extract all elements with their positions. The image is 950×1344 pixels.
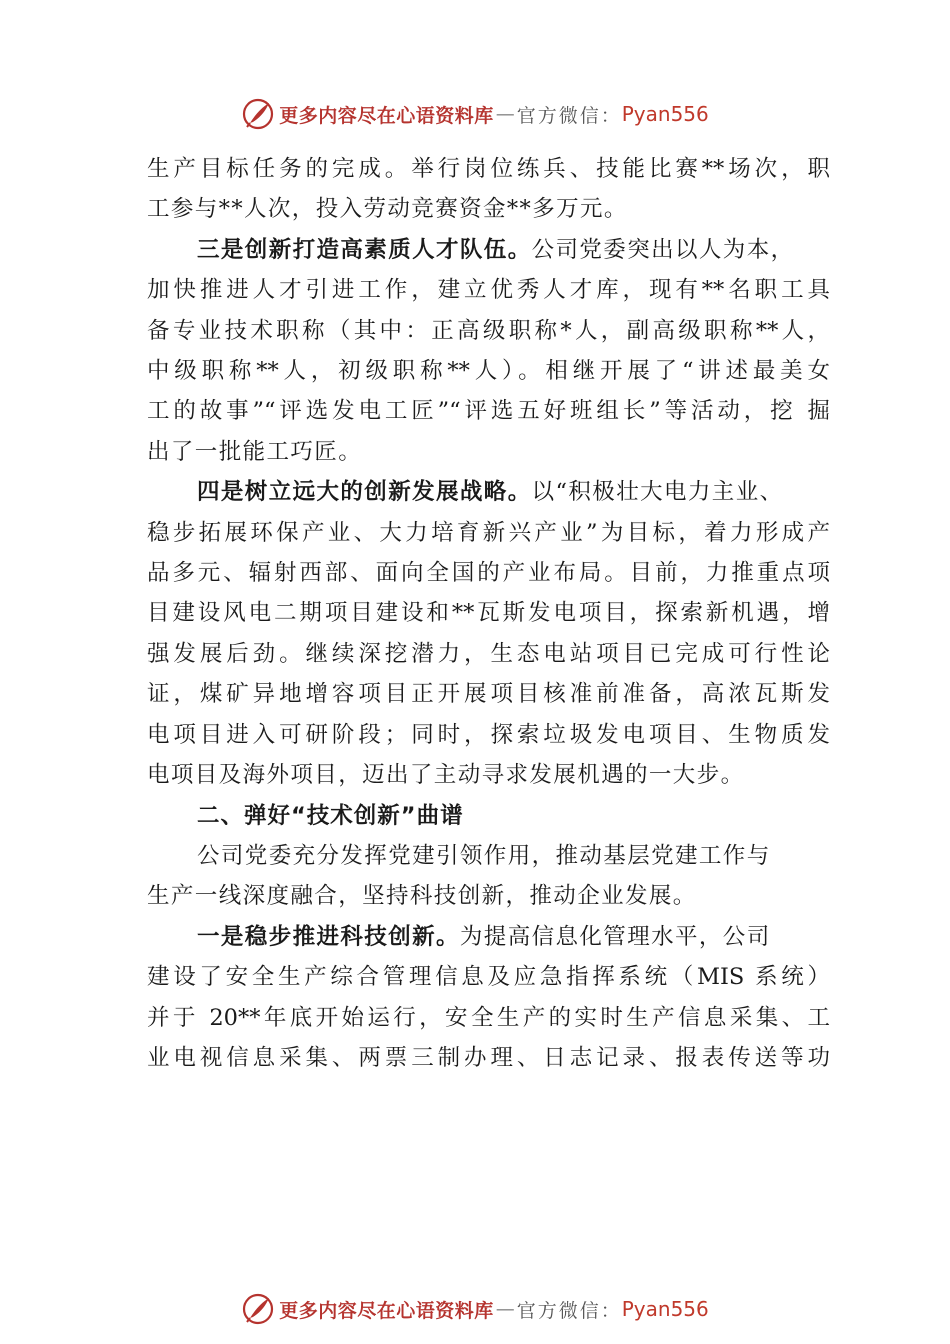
text-line-6: 中级职称**人，初级职称**人）。相继开展了“讲述最美女 xyxy=(147,358,830,385)
text-line-2: 工参与**人次，投入劳动竞赛资金**多万元。 xyxy=(147,196,628,223)
text-line-10: 稳步拓展环保产业、大力培育新兴产业”为目标，着力形成产 xyxy=(147,519,830,546)
banner-wechat-label: 官方微信： xyxy=(516,104,622,127)
quill-logo-icon xyxy=(241,1292,275,1326)
text-line-21: 建设了安全生产综合管理信息及应急指挥系统（MIS 系统） xyxy=(147,964,830,991)
text-line-9 xyxy=(147,472,830,512)
text-line-13: 强发展后劲。继续深挖潜力，生态电站项目已完成可行性论 xyxy=(147,640,830,667)
text-line-3-rest: 公司党委突出以人为本， xyxy=(531,236,795,263)
text-line-8: 出了一批能工巧匠。 xyxy=(147,438,363,465)
banner-brand: 更多内容尽在心语资料库 xyxy=(279,104,494,127)
text-line-22: 并于 20**年底开始运行，安全生产的实时生产信息采集、工 xyxy=(147,1004,830,1031)
text-line-14: 证，煤矿异地增容项目正开展项目核准前准备，高浓瓦斯发 xyxy=(147,681,830,708)
text-line-9-rest: 以“积极壮大电力主业、 xyxy=(531,479,784,506)
text-line-19: 生产一线深度融合，坚持科技创新，推动企业发展。 xyxy=(147,883,697,910)
text-line-20-rest: 为提高信息化管理水平，公司 xyxy=(459,923,771,950)
document-body xyxy=(147,149,830,1078)
text-line-4: 加快推进人才引进工作，建立优秀人才库，现有**名职工具 xyxy=(147,277,830,304)
quill-logo-icon xyxy=(241,97,275,131)
banner-dash: — xyxy=(495,103,515,125)
text-line-20 xyxy=(147,917,830,957)
text-line-16: 电项目及海外项目，迈出了主动寻求发展机遇的一大步。 xyxy=(147,762,745,789)
banner-wechat-label: 官方微信： xyxy=(516,1299,622,1322)
banner-wechat-id: Pyan556 xyxy=(621,102,709,126)
text-line-15: 电项目进入可研阶段；同时，探索垃圾发电项目、生物质发 xyxy=(147,721,830,748)
text-line-5: 备专业技术职称（其中：正高级职称*人，副高级职称**人， xyxy=(147,317,830,344)
banner-brand: 更多内容尽在心语资料库 xyxy=(279,1299,494,1322)
text-line-1: 生产目标任务的完成。举行岗位练兵、技能比赛**场次，职 xyxy=(147,156,830,182)
banner-wechat-id: Pyan556 xyxy=(621,1297,709,1321)
text-line-3 xyxy=(147,230,830,270)
footer-banner xyxy=(0,1289,950,1329)
banner-dash: — xyxy=(495,1298,515,1320)
lead-2: 四是树立远大的创新发展战略。 xyxy=(197,479,532,506)
text-line-7: 工的故事”“评选发电工匠”“评选五好班组长”等活动，挖 掘 xyxy=(147,398,830,425)
header-banner xyxy=(0,94,950,134)
text-line-23: 业电视信息采集、两票三制办理、日志记录、报表传送等功 xyxy=(147,1044,830,1071)
lead-1: 三是创新打造高素质人才队伍。 xyxy=(197,236,532,263)
section-heading: 二、弹好“技术创新”曲谱 xyxy=(197,802,464,829)
text-line-18: 公司党委充分发挥党建引领作用，推动基层党建工作与 xyxy=(197,842,771,869)
lead-3: 一是稳步推进科技创新。 xyxy=(197,923,460,950)
text-line-11: 品多元、辐射西部、面向全国的产业布局。目前，力推重点项 xyxy=(147,560,830,587)
text-line-12: 目建设风电二期项目建设和**瓦斯发电项目，探索新机遇，增 xyxy=(147,600,830,627)
